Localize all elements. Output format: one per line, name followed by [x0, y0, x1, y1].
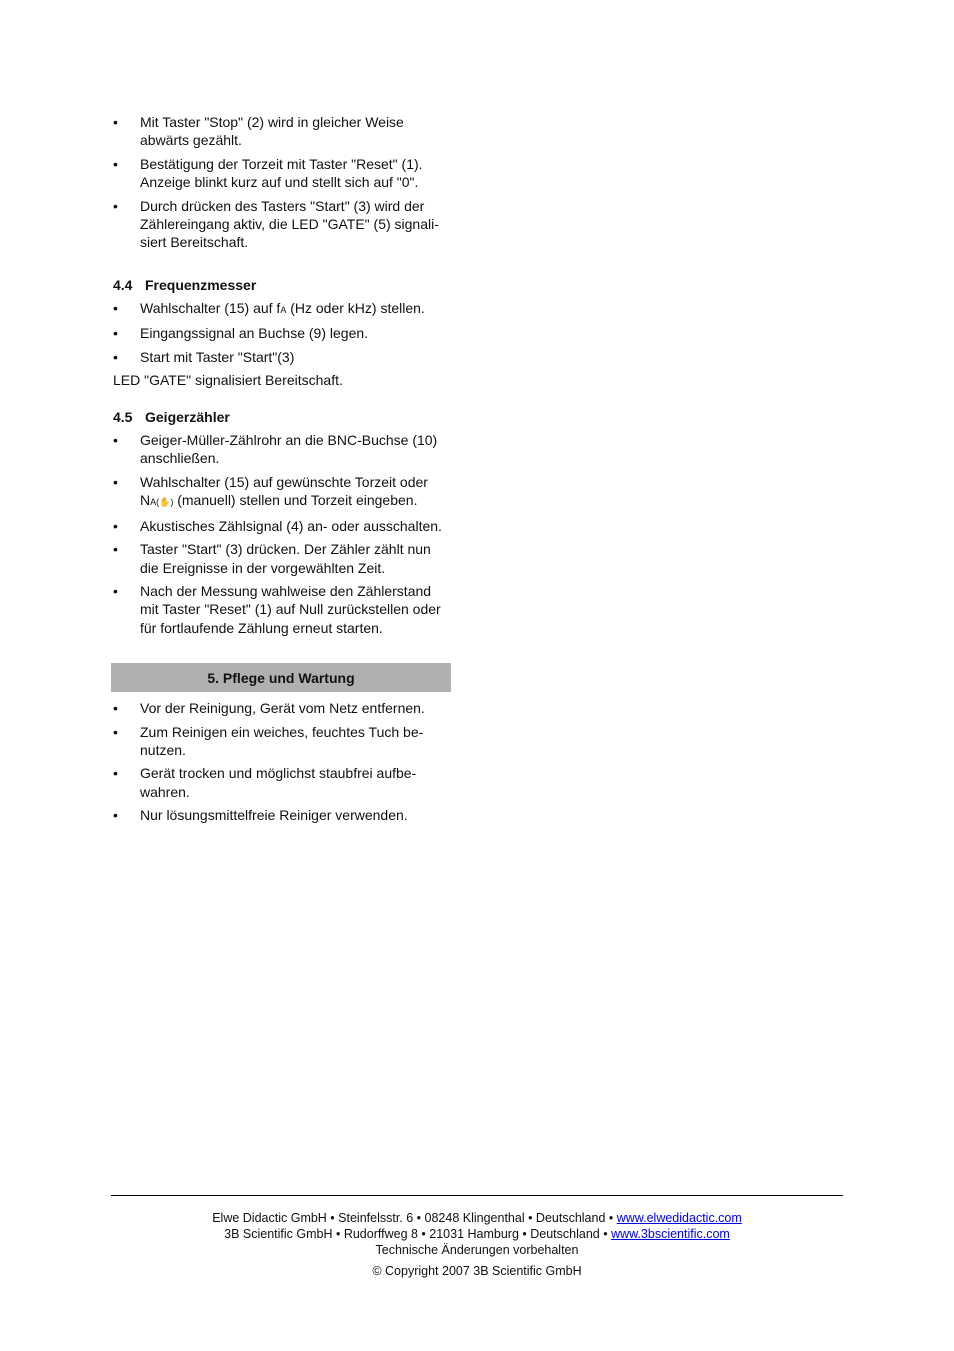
text-segment: (manuell) stellen und Torzeit eingeben.: [173, 492, 418, 509]
left-column: [113, 113, 451, 830]
list-item: • Durch drücken des Tasters "Start" (3) wird der Zählereingang aktiv, die LED "GATE" (5) signali-siert Bereitschaft.: [113, 197, 451, 252]
address-text: Elwe Didactic GmbH • Steinfelsstr. 6 • 08248 Klingenthal • Deutschland •: [212, 1211, 617, 1225]
list-item: • Bestätigung der Torzeit mit Taster "Reset" (1). Anzeige blinkt kurz auf und stellt sich auf "0".: [113, 155, 451, 192]
list-item: • Taster "Start" (3) drücken. Der Zähler zählt nun die Ereignisse in der vorgewählten Zeit.: [113, 540, 451, 577]
text-segment: Wahlschalter (15) auf f: [140, 299, 281, 316]
list-item: • Nach der Messung wahlweise den Zählerstand mit Taster "Reset" (1) auf Null zurückstellen oder für fortlaufende Zählung erneut starten.: [113, 582, 451, 637]
section-header-bar: [111, 663, 451, 692]
section-number: 4.5: [113, 409, 133, 426]
footer-line-1: [111, 1210, 843, 1226]
section-heading-4-5: [113, 408, 451, 426]
section-title: Frequenzmesser: [145, 276, 257, 293]
list-item: • Start mit Taster "Start"(3): [113, 348, 451, 366]
intro-bullet-list: [113, 113, 451, 252]
3bscientific-link[interactable]: www.3bscientific.com: [611, 1227, 730, 1241]
section-title: Geigerzähler: [145, 409, 230, 426]
geiger-bullet-list: [113, 431, 451, 637]
elwedidactic-link[interactable]: www.elwedidactic.com: [616, 1211, 742, 1225]
address-text: 3B Scientific GmbH • Rudorffweg 8 • 21031 Hamburg • Deutschland •: [224, 1227, 612, 1241]
note-text: LED "GATE" signalisiert Bereitschaft.: [113, 372, 343, 389]
frequency-bullet-list: [113, 299, 451, 366]
list-item: • Gerät trocken und möglichst staubfrei aufbe-wahren.: [113, 764, 451, 801]
section-heading-4-4: [113, 276, 451, 294]
hand-icon: (✋): [156, 497, 174, 508]
list-item: • Geiger-Müller-Zählrohr an die BNC-Buchse (10) anschließen.: [113, 431, 451, 468]
list-item: • Eingangssignal an Buchse (9) legen.: [113, 324, 451, 342]
section-title: 5. Pflege und Wartung: [207, 669, 355, 686]
footer: [111, 1210, 843, 1279]
section-number: 4.4: [113, 276, 133, 293]
list-item: • Vor der Reinigung, Gerät vom Netz entfernen.: [113, 699, 451, 717]
copyright: © Copyright 2007 3B Scientific GmbH: [372, 1264, 582, 1278]
list-item: • Mit Taster "Stop" (2) wird in gleicher Weise abwärts gezählt.: [113, 113, 451, 150]
text-segment: (Hz oder kHz) stellen.: [286, 299, 425, 316]
list-item: [113, 473, 451, 512]
footer-line-3: Technische Änderungen vorbehalten: [375, 1243, 579, 1257]
footer-line-2: [111, 1226, 843, 1242]
subscript: A: [280, 304, 287, 315]
list-item: • Akustisches Zählsignal (4) an- oder ausschalten.: [113, 517, 451, 535]
footer-divider: [111, 1195, 843, 1196]
list-item: [113, 299, 451, 319]
text-segment: Wahlschalter (15) auf gewünschte Torzeit oder N: [140, 473, 428, 509]
subscript: A: [150, 497, 157, 508]
list-item: • Nur lösungsmittelfreie Reiniger verwenden.: [113, 806, 451, 824]
care-bullet-list: [113, 699, 451, 824]
list-item: • Zum Reinigen ein weiches, feuchtes Tuch be-nutzen.: [113, 723, 451, 760]
